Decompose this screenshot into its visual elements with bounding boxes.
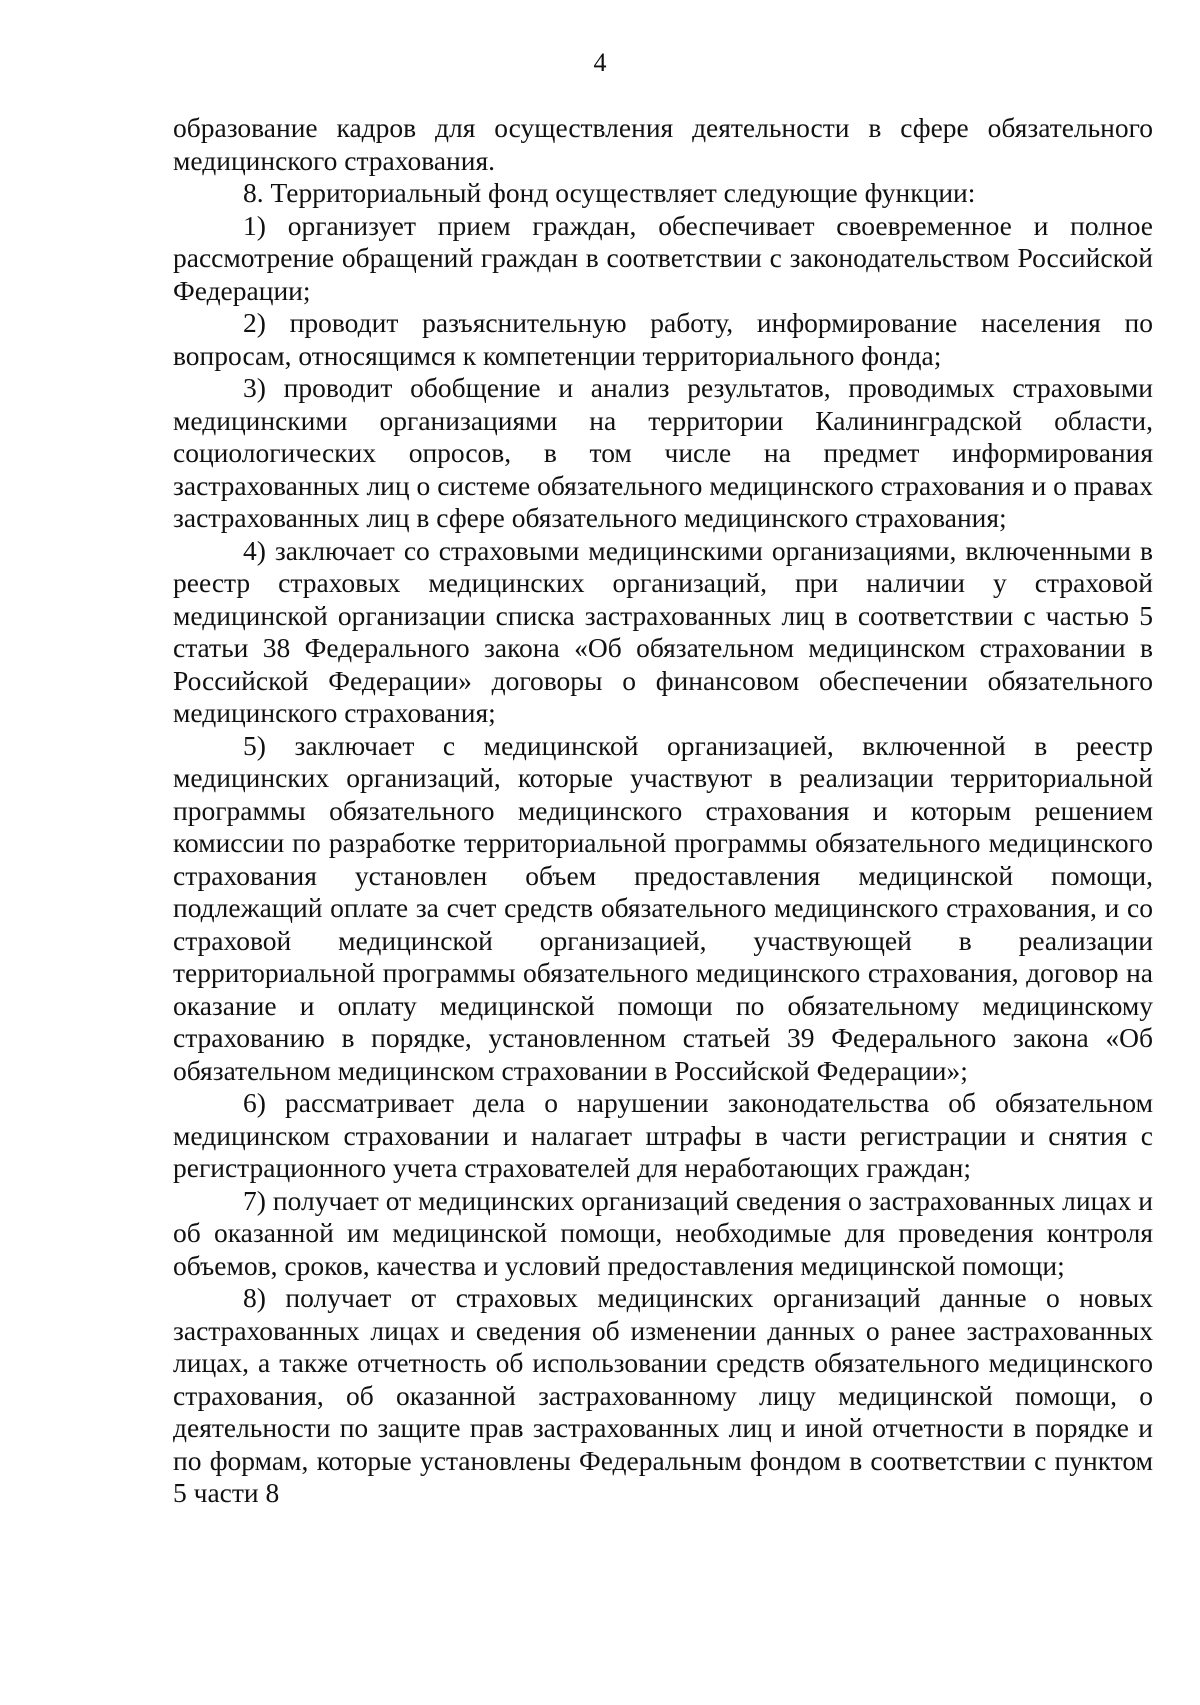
list-item-1: 1) организует прием граждан, обеспечивает своевременное и полное рассмотрение обращений граждан в соответствии с законодательством Российской Федерации;: [173, 209, 1153, 306]
list-item-6: 6) рассматривает дела о нарушении законодательства об обязательном медицинском страховании и налагает штрафы в части регистрации и снятия с регистрационного учета страхователей для неработающих граждан;: [173, 1087, 1153, 1183]
continuation-paragraph: образование кадров для осуществления деятельности в сфере обязательного медицинского страхования.: [173, 112, 1153, 176]
list-item-7: 7) получает от медицинских организаций сведения о застрахованных лицах и об оказанной им медицинской помощи, необходимые для проведения контроля объемов, сроков, качества и условий предоставления медицинской помощи;: [173, 1184, 1153, 1281]
list-item-5: 5) заключает с медицинской организацией, включенной в реестр медицинских организаций, которые участвуют в реализации территориальной программы обязательного медицинского страхования и которым решением комиссии по разработке территориальной программы обязательного медицинского страхования установлен объем предоставления медицинской помощи, подлежащий оплате за счет средств обязательного медицинского страхования, и со страховой медицинской организацией, участвующей в реализации территориальной программы обязательного медицинского страхования, договор на оказание и оплату медицинской помощи по обязательному медицинскому страхованию в порядке, установленном статьей 39 Федерального закона «Об обязательном медицинском страховании в Российской Федерации»;: [173, 729, 1153, 1086]
page-number: 4: [593, 48, 607, 77]
document-body: [173, 112, 1153, 1510]
list-item-3: 3) проводит обобщение и анализ результатов, проводимых страховыми медицинскими организациями на территории Калининградской области, социологических опросов, в том числе на предмет информирования застрахованных лиц о системе обязательного медицинского страхования и о правах застрахованных лиц в сфере обязательного медицинского страхования;: [173, 372, 1153, 533]
list-item-2: 2) проводит разъяснительную работу, информирование населения по вопросам, относящимся к компетенции территориального фонда;: [173, 307, 1153, 371]
clause-heading: 8. Территориальный фонд осуществляет следующие функции:: [243, 177, 976, 208]
list-item-4: 4) заключает со страховыми медицинскими организациями, включенными в реестр страховых медицинских организаций, при наличии у страховой медицинской организации списка застрахованных лиц в соответствии с частью 5 статьи 38 Федерального закона «Об обязательном медицинском страховании в Российской Федерации» договоры о финансовом обеспечении обязательного медицинского страхования;: [173, 534, 1153, 728]
list-item-8: 8) получает от страховых медицинских организаций данные о новых застрахованных лицах и сведения об изменении данных о ранее застрахованных лицах, а также отчетность об использовании средств обязательного медицинского страхования, об оказанной застрахованному лицу медицинской помощи, о деятельности по защите прав застрахованных лиц и иной отчетности в порядке и по формам, которые установлены Федеральным фондом в соответствии с пунктом 5 части 8: [173, 1282, 1153, 1508]
